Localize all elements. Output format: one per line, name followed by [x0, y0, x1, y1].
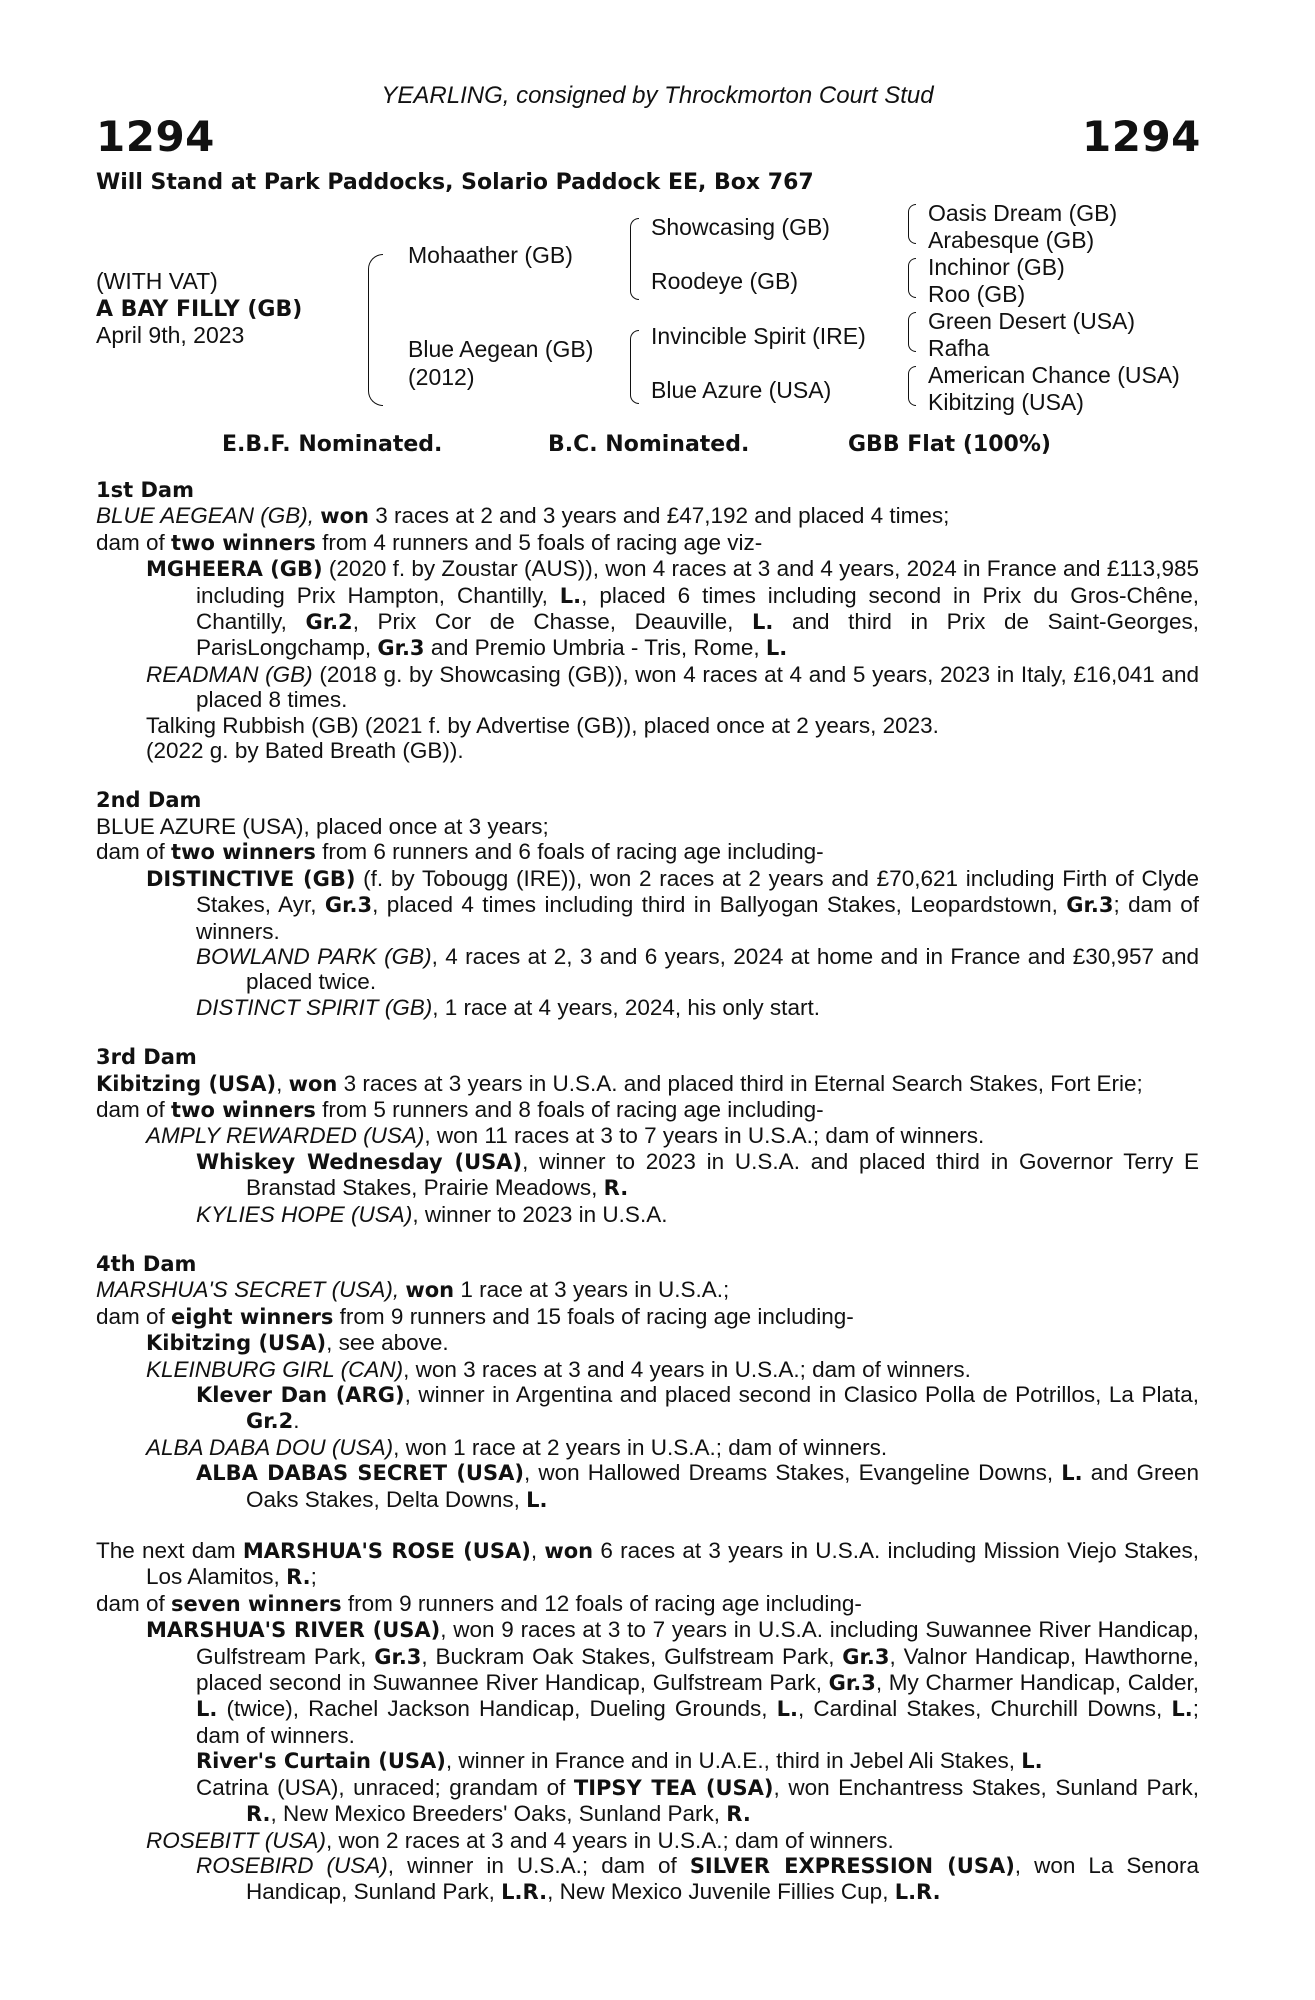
pedigree-sire: Mohaather (GB) [408, 242, 573, 268]
ebf-nomination: E.B.F. Nominated. [222, 432, 443, 457]
produce-entry: KYLIES HOPE (USA), winner to 2023 in U.S.A. [196, 1201, 668, 1227]
section-heading: 2nd Dam [96, 788, 202, 813]
third-dam-section [96, 1045, 1199, 1227]
section-heading: 3rd Dam [96, 1045, 197, 1070]
produce-entry: MGHEERA (GB) (2020 f. by Zoustar (AUS)), won 4 races at 3 and 4 years, 2024 in France and £113,985 including Prix Hampton, Chantilly, L., placed 6 times including second in Prix du Gros-Chêne, Chantilly, Gr.2, Prix Cor de Chasse, Deauville, L. and third in Prix de Saint-Georges, ParisLongchamp, Gr.3 and Premio Umbria - Tris, Rome, L. [146, 556, 1200, 661]
produce-entry: READMAN (GB) (2018 g. by Showcasing (GB)), won 4 races at 4 and 5 years, 2023 in Italy, £16,041 and placed 8 times. [146, 661, 1199, 713]
produce-entry: Talking Rubbish (GB) (2021 f. by Advertise (GB)), placed once at 2 years, 2023. [146, 712, 939, 738]
produce-entry: Catrina (USA), unraced; grandam of TIPSY TEA (USA), won Enchantress Stakes, Sunland Park, R., New Mexico Breeders' Oaks, Sunland Park, R. [196, 1774, 1199, 1827]
next-dam-section [96, 1538, 1199, 1906]
produce-entry: DISTINCTIVE (GB) (f. by Tobougg (IRE)), won 2 races at 2 years and £70,621 including Firth of Clyde Stakes, Ayr, Gr.3, placed 4 times including third in Ballyogan Stakes, Leopardstown, Gr.3; dam of winners. [146, 865, 1199, 944]
produce-entry: Kibitzing (USA), see above. [146, 1330, 449, 1356]
vat-note: (WITH VAT) [96, 268, 218, 294]
pedigree-bracket-g4 [908, 366, 916, 406]
produce-entry: ALBA DABA DOU (USA), won 1 race at 2 years in U.S.A.; dam of winners. [146, 1434, 888, 1460]
produce-summary: dam of two winners from 6 runners and 6 foals of racing age including- [96, 839, 824, 865]
produce-entry: (2022 g. by Bated Breath (GB)). [146, 738, 464, 764]
pedigree-dam-year: (2012) [408, 364, 475, 390]
produce-entry: MARSHUA'S RIVER (USA), won 9 races at 3 to 7 years in U.S.A. including Suwannee River Handicap, Gulfstream Park, Gr.3, Buckram Oak Stakes, Gulfstream Park, Gr.3, Valnor Handicap, Hawthorne, placed second in Suwannee River Handicap, Gulfstream Park, Gr.3, My Charmer Handicap, Calder, L. (twice), Rachel Jackson Handicap, Dueling Grounds, L., Cardinal Stakes, Churchill Downs, L.; dam of winners. [146, 1617, 1200, 1748]
produce-summary: dam of eight winners from 9 runners and 15 foals of racing age including- [96, 1303, 854, 1329]
lot-number-right: 1294 [1082, 112, 1201, 161]
pedigree-dam-dam: Blue Azure (USA) [651, 377, 832, 403]
pedigree-sire-sire: Showcasing (GB) [651, 214, 830, 240]
dam-record: BLUE AZURE (USA), placed once at 3 years; [96, 813, 549, 839]
pedigree-bracket-g2 [908, 258, 916, 298]
produce-summary: dam of seven winners from 9 runners and 12 foals of racing age including- [96, 1590, 862, 1616]
produce-entry: ROSEBIRD (USA), winner in U.S.A.; dam of SILVER EXPRESSION (USA), won La Senora Handicap, Sunland Park, L.R., New Mexico Juvenile Fillies Cup, L.R. [196, 1852, 1199, 1905]
pedigree-sire-dam: Roodeye (GB) [651, 268, 799, 294]
foaling-date: April 9th, 2023 [96, 322, 245, 348]
pedigree-bracket-dam [630, 330, 639, 404]
pedigree-g7: American Chance (USA) [928, 362, 1180, 388]
produce-entry: AMPLY REWARDED (USA), won 11 races at 3 to 7 years in U.S.A.; dam of winners. [146, 1123, 985, 1149]
dam-record: The next dam MARSHUA'S ROSE (USA), won 6 races at 3 years in U.S.A. including Mission Viejo Stakes, Los Alamitos, R.; [96, 1538, 1199, 1590]
lot-number-left: 1294 [96, 112, 215, 161]
produce-summary: dam of two winners from 4 runners and 5 foals of racing age viz- [96, 529, 763, 555]
produce-entry: KLEINBURG GIRL (CAN), won 3 races at 3 and 4 years in U.S.A.; dam of winners. [146, 1356, 971, 1382]
catalogue-body [96, 478, 1199, 1906]
stand-location: Will Stand at Park Paddocks, Solario Paddock EE, Box 767 [96, 170, 814, 195]
produce-entry: River's Curtain (USA), winner in France and in U.A.E., third in Jebel Ali Stakes, L. [196, 1748, 1043, 1774]
bc-nomination: B.C. Nominated. [548, 432, 750, 457]
dam-record: Kibitzing (USA), won 3 races at 3 years in U.S.A. and placed third in Eternal Search Stakes, Fort Erie; [96, 1070, 1143, 1096]
produce-entry: Klever Dan (ARG), winner in Argentina and placed second in Clasico Polla de Potrillos, La Plata, Gr.2. [196, 1382, 1199, 1434]
first-dam-section [96, 478, 1199, 763]
pedigree-bracket-g3 [908, 312, 916, 352]
second-dam-section [96, 788, 1199, 1020]
produce-entry: ALBA DABAS SECRET (USA), won Hallowed Dreams Stakes, Evangeline Downs, L. and Green Oaks Stakes, Delta Downs, L. [196, 1460, 1200, 1512]
pedigree-bracket-sire [630, 218, 639, 300]
pedigree-dam-sire: Invincible Spirit (IRE) [651, 323, 866, 349]
pedigree-bracket-main [368, 254, 383, 406]
produce-summary: dam of two winners from 5 runners and 8 foals of racing age including- [96, 1096, 824, 1122]
pedigree-g8: Kibitzing (USA) [928, 389, 1084, 415]
consignment-line: YEARLING, consigned by Throckmorton Court Stud [381, 82, 934, 109]
produce-entry: ROSEBITT (USA), won 2 races at 3 and 4 years in U.S.A.; dam of winners. [146, 1827, 894, 1853]
dam-record: MARSHUA'S SECRET (USA), won 1 race at 3 years in U.S.A.; [96, 1277, 730, 1303]
produce-entry: Whiskey Wednesday (USA), winner to 2023 in U.S.A. and placed third in Governor Terry E Branstad Stakes, Prairie Meadows, R. [196, 1148, 1199, 1201]
pedigree-g1: Oasis Dream (GB) [928, 200, 1118, 226]
section-heading: 4th Dam [96, 1251, 197, 1276]
pedigree-g5: Green Desert (USA) [928, 308, 1136, 334]
section-heading: 1st Dam [96, 478, 194, 502]
dam-record: BLUE AEGEAN (GB), won 3 races at 2 and 3 years and £47,192 and placed 4 times; [96, 503, 950, 529]
pedigree-bracket-g1 [908, 204, 916, 244]
pedigree-g3: Inchinor (GB) [928, 254, 1065, 280]
pedigree-g6: Rafha [928, 335, 990, 361]
pedigree-g4: Roo (GB) [928, 281, 1026, 307]
fourth-dam-section [96, 1252, 1199, 1513]
pedigree-dam: Blue Aegean (GB) [408, 336, 594, 362]
pedigree-g2: Arabesque (GB) [928, 227, 1095, 253]
horse-name: A BAY FILLY (GB) [96, 297, 303, 322]
gbb-status: GBB Flat (100%) [848, 432, 1051, 457]
produce-entry: BOWLAND PARK (GB), 4 races at 2, 3 and 6 years, 2024 at home and in France and £30,957 and placed twice. [196, 943, 1199, 995]
produce-entry: DISTINCT SPIRIT (GB), 1 race at 4 years, 2024, his only start. [196, 994, 820, 1020]
